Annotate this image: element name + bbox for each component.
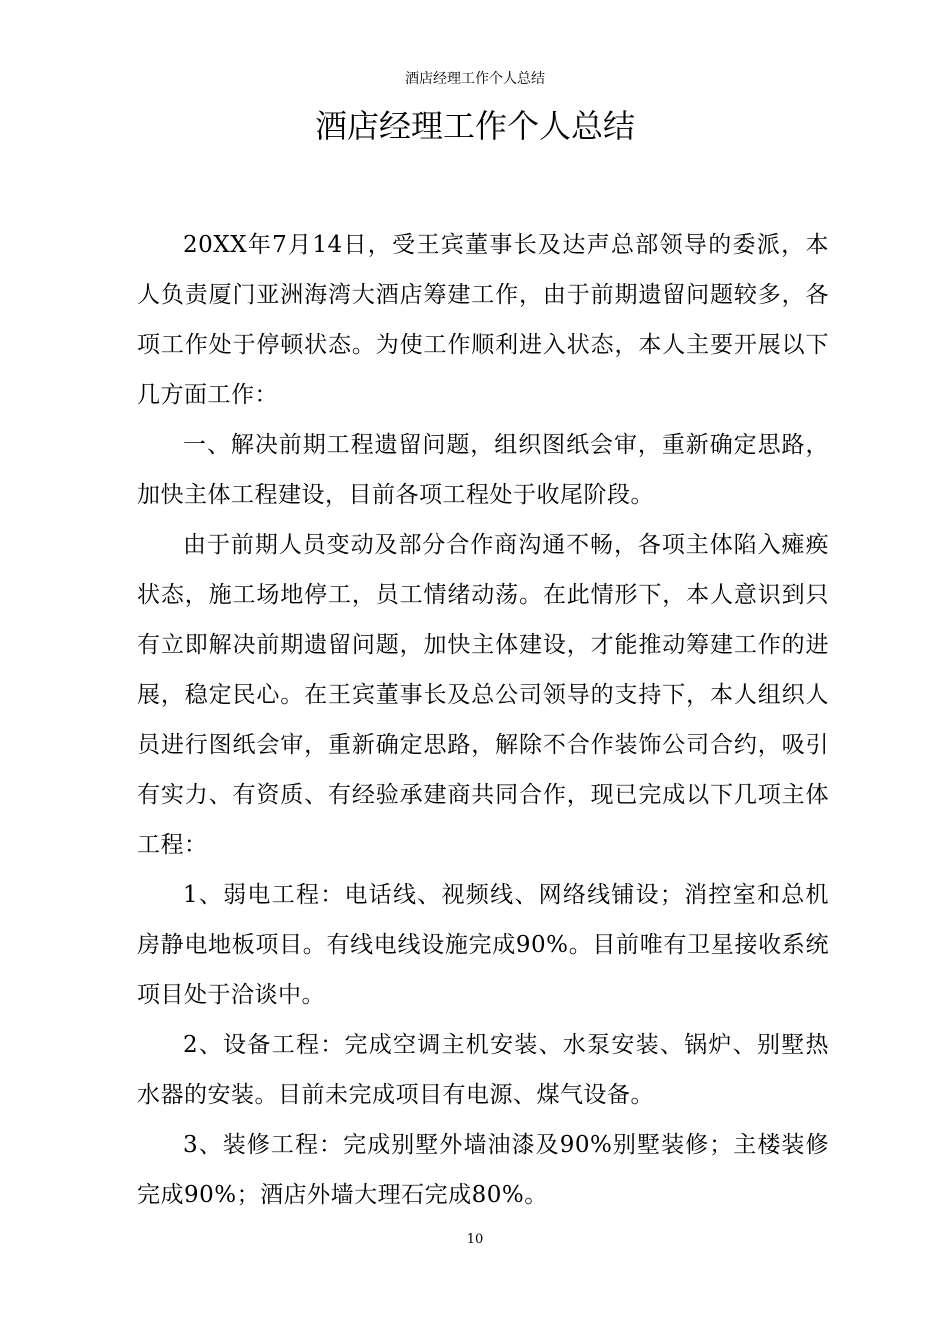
document-title: 酒店经理工作个人总结 [314,107,635,145]
paragraph-item-equipment: 2、设备工程：完成空调主机安装、水泵安装、锅炉、别墅热水器的安装。目前未完成项目有电源、煤气设备。 [137,1032,829,1108]
document-body [137,220,829,1220]
paragraph-item-decoration: 3、装修工程：完成别墅外墙油漆及90%别墅装修；主楼装修完成90%；酒店外墙大理石完成80%。 [137,1132,829,1208]
paragraph-background: 由于前期人员变动及部分合作商沟通不畅，各项主体陷入瘫痪状态，施工场地停工，员工情绪动荡。在此情形下，本人意识到只有立即解决前期遗留问题，加快主体建设，才能推动筹建工作的进展，稳定民心。在王宾董事长及总公司领导的支持下，本人组织人员进行图纸会审，重新确定思路，解除不合作装饰公司合约，吸引有实力、有资质、有经验承建商共同合作，现已完成以下几项主体工程： [137,532,829,858]
paragraph-section-one: 一、解决前期工程遗留问题，组织图纸会审，重新确定思路，加快主体工程建设，目前各项工程处于收尾阶段。 [137,432,829,508]
paragraph-item-weak-current: 1、弱电工程：电话线、视频线、网络线铺设；消控室和总机房静电地板项目。有线电线设施完成90%。目前唯有卫星接收系统项目处于洽谈中。 [137,882,829,1008]
page-number: 10 [466,1232,484,1247]
paragraph-intro: 20XX年7月14日，受王宾董事长及达声总部领导的委派，本人负责厦门亚洲海湾大酒店筹建工作，由于前期遗留问题较多，各项工作处于停顿状态。为使工作顺利进入状态，本人主要开展以下几方面工作： [137,232,829,408]
running-header: 酒店经理工作个人总结 [405,71,545,87]
